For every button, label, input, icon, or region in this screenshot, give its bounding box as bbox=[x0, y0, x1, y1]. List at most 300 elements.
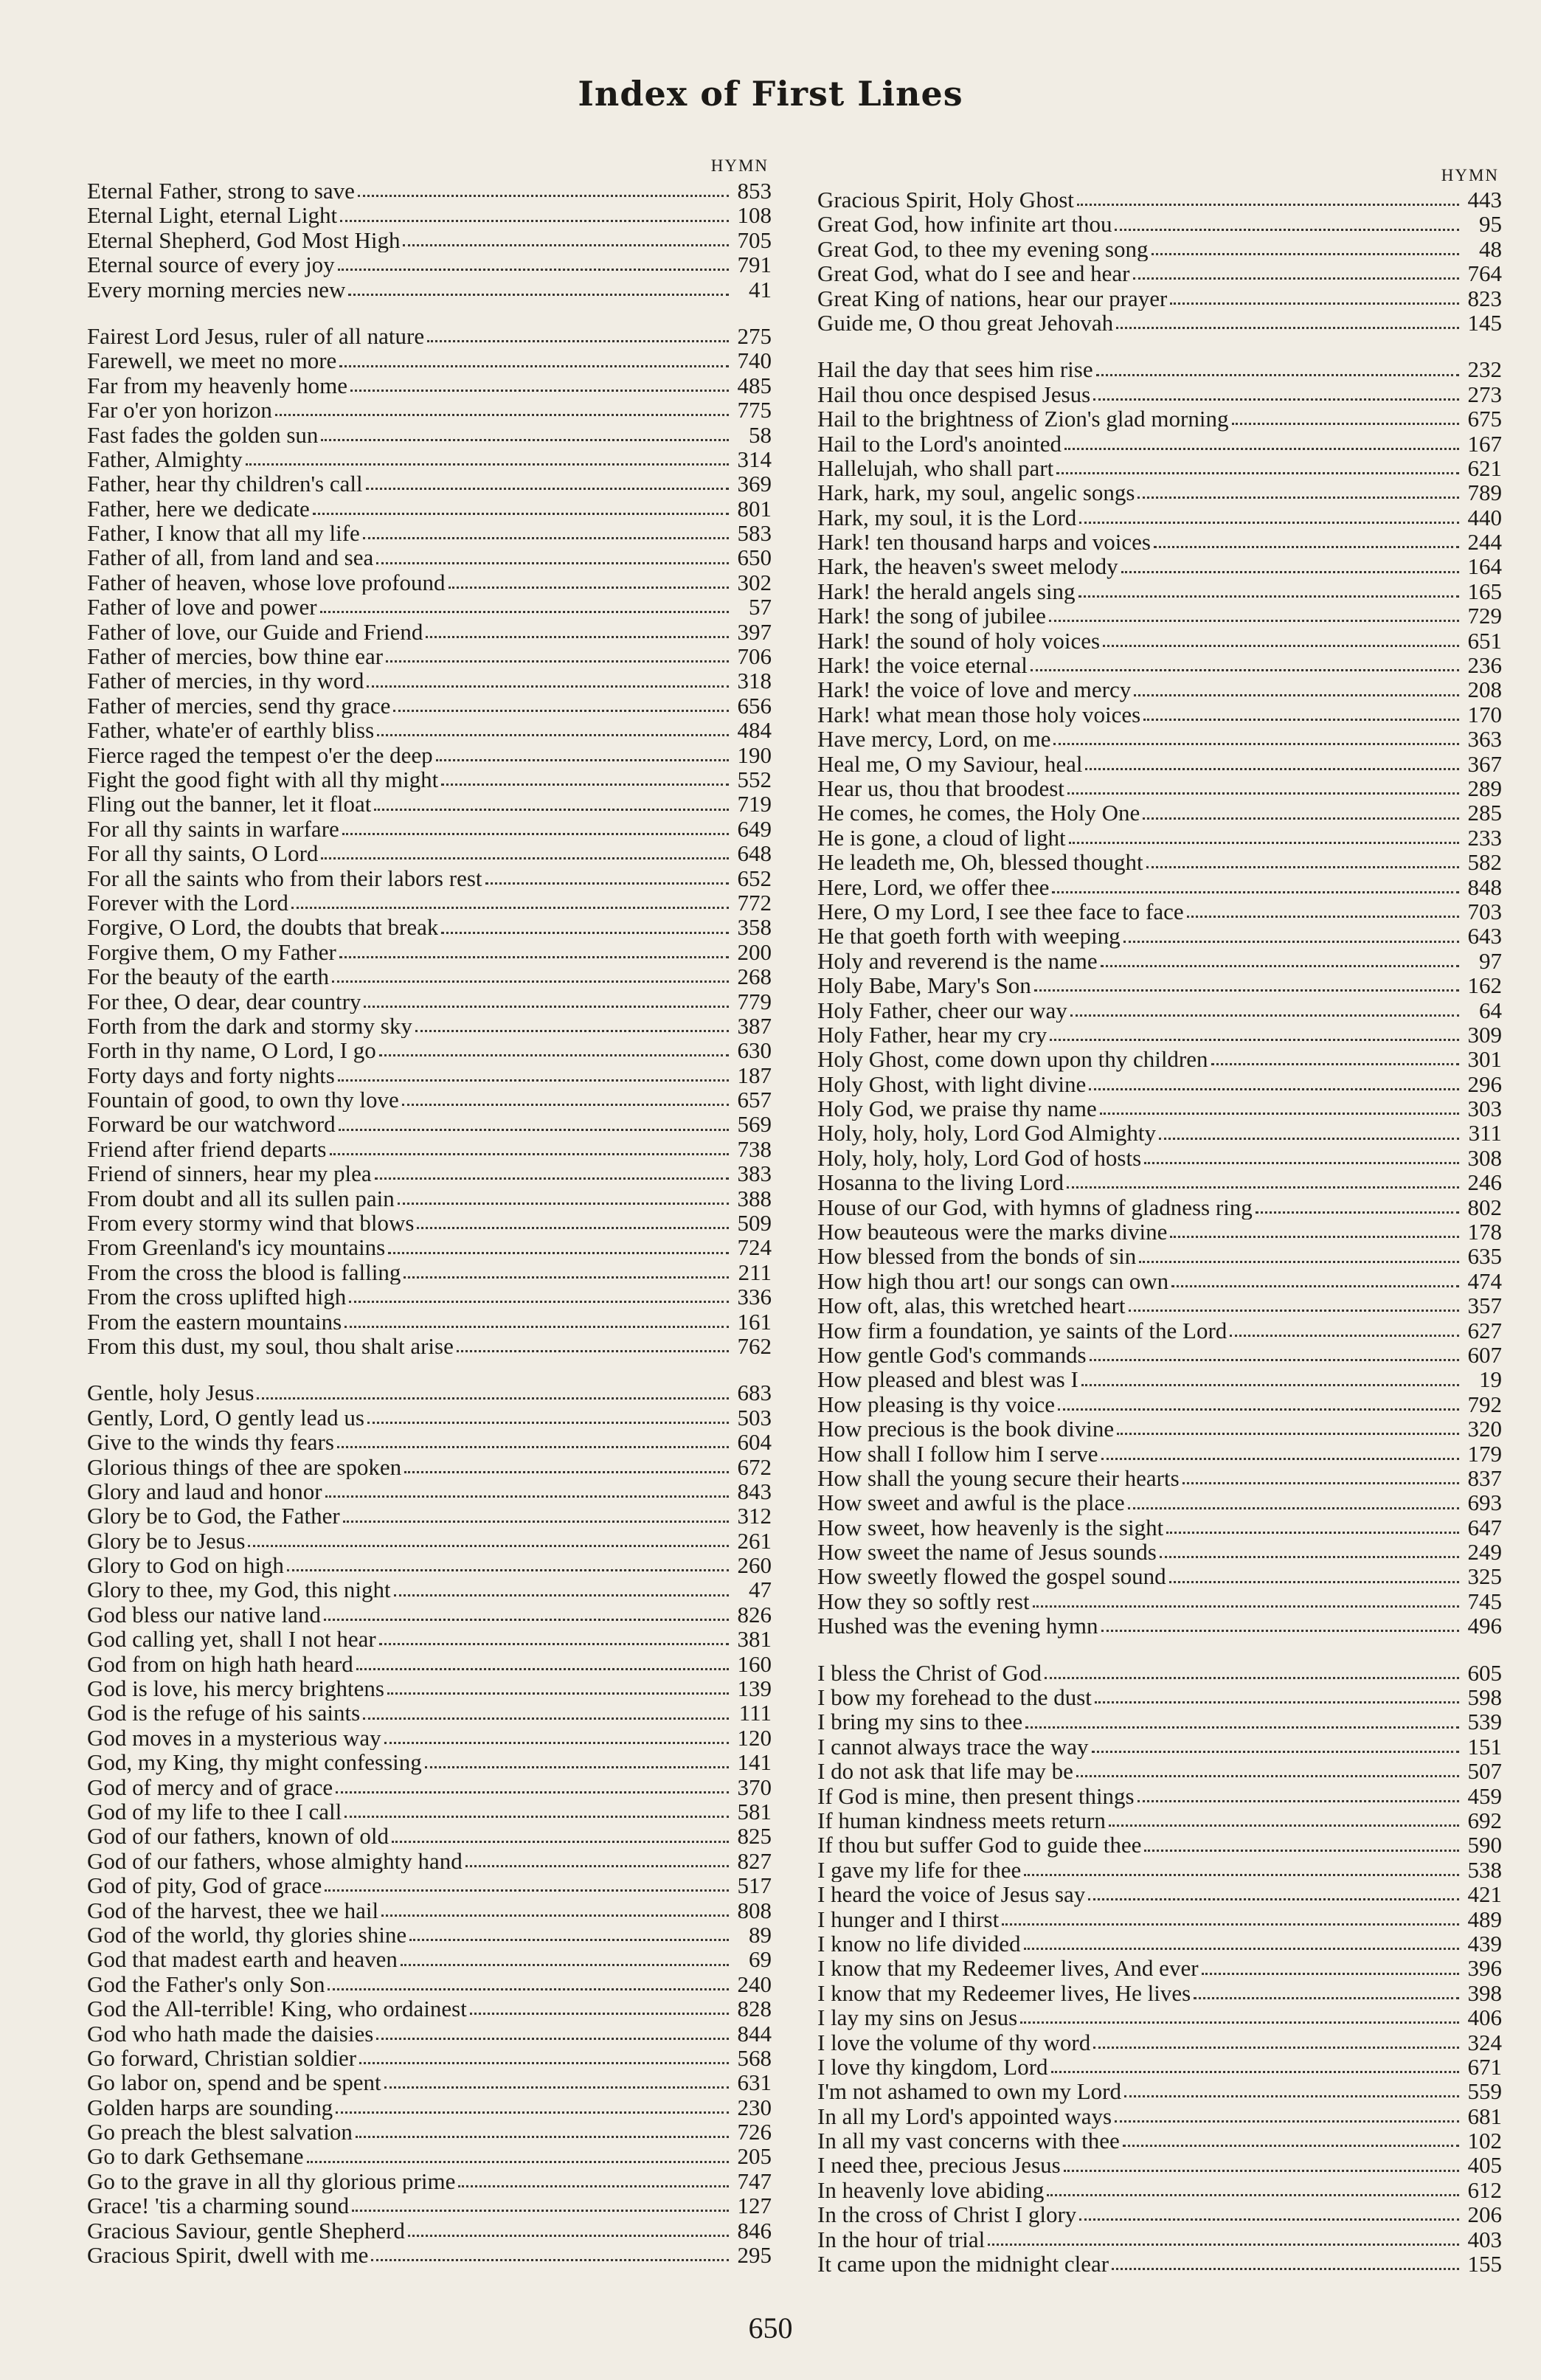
page-title: Index of First Lines bbox=[578, 74, 963, 114]
hymn-number: 190 bbox=[737, 741, 772, 768]
hymn-number: 48 bbox=[1479, 235, 1502, 262]
hymn-number: 612 bbox=[1467, 2176, 1502, 2203]
hymn-number: 568 bbox=[737, 2044, 772, 2071]
hymn-number: 827 bbox=[737, 1847, 772, 1874]
dot-leader bbox=[427, 340, 729, 342]
dot-leader bbox=[1051, 2071, 1459, 2073]
hymn-number: 706 bbox=[737, 643, 772, 670]
first-line: God of our fathers, whose almighty hand bbox=[87, 1848, 463, 1874]
first-line: Fierce raged the tempest o'er the deep bbox=[87, 742, 433, 767]
dot-leader bbox=[363, 537, 729, 539]
index-entry bbox=[817, 1589, 1502, 1613]
index-entry bbox=[87, 890, 772, 915]
hymn-number: 538 bbox=[1467, 1856, 1502, 1883]
index-entry bbox=[817, 2055, 1502, 2079]
hymn-number: 370 bbox=[737, 1774, 772, 1800]
hymn-number: 683 bbox=[737, 1380, 772, 1406]
hymn-number: 740 bbox=[737, 347, 772, 374]
dot-leader bbox=[332, 980, 729, 983]
hymn-number: 837 bbox=[1467, 1464, 1502, 1491]
entry-group bbox=[87, 179, 772, 302]
first-line: From doubt and all its sullen pain bbox=[87, 1186, 395, 1211]
hymn-column-header: HYMN bbox=[1441, 166, 1499, 184]
index-entry bbox=[817, 1685, 1502, 1709]
hymn-number: 792 bbox=[1467, 1391, 1502, 1417]
dot-leader bbox=[1025, 1726, 1459, 1729]
dot-leader bbox=[417, 1227, 729, 1229]
first-line: Friend after friend departs bbox=[87, 1136, 327, 1162]
index-entry bbox=[87, 668, 772, 693]
dot-leader bbox=[1050, 1039, 1459, 1041]
hymn-number: 729 bbox=[1467, 603, 1502, 629]
first-line: Here, Lord, we offer thee bbox=[817, 874, 1050, 899]
first-line: Fountain of good, to own thy love bbox=[87, 1087, 399, 1113]
index-entry bbox=[87, 1996, 772, 2021]
hymn-number: 205 bbox=[737, 2143, 772, 2170]
dot-leader bbox=[449, 587, 729, 589]
dot-leader bbox=[1058, 1408, 1459, 1411]
index-entry bbox=[87, 1380, 772, 1405]
index-column-left bbox=[87, 153, 772, 2289]
index-column-right bbox=[817, 153, 1502, 2298]
first-line: Father of mercies, bow thine ear bbox=[87, 644, 384, 669]
first-line: God is the refuge of his saints bbox=[87, 1701, 361, 1726]
hymn-number: 559 bbox=[1467, 2078, 1502, 2105]
entry-group bbox=[87, 324, 772, 1358]
dot-leader bbox=[375, 1177, 729, 1180]
hymn-number: 724 bbox=[737, 1234, 772, 1261]
index-entry bbox=[817, 357, 1502, 381]
index-entry bbox=[87, 1087, 772, 1112]
hymn-number: 474 bbox=[1467, 1267, 1502, 1294]
index-entry bbox=[87, 718, 772, 742]
dot-leader bbox=[291, 907, 729, 909]
hymn-number: 285 bbox=[1467, 800, 1502, 826]
hymn-number: 296 bbox=[1467, 1070, 1502, 1097]
entry-groups bbox=[817, 187, 1502, 2276]
index-entry bbox=[817, 1343, 1502, 1367]
first-line: It came upon the midnight clear bbox=[817, 2252, 1109, 2277]
dot-leader bbox=[1137, 497, 1459, 499]
first-line: Glory to God on high bbox=[87, 1553, 284, 1578]
first-line: How pleasing is thy voice bbox=[817, 1391, 1056, 1417]
index-entry bbox=[87, 841, 772, 865]
first-line: Go preach the blest salvation bbox=[87, 2120, 353, 2145]
hymn-number: 179 bbox=[1467, 1440, 1502, 1467]
hymn-number: 607 bbox=[1467, 1341, 1502, 1368]
index-entry bbox=[87, 545, 772, 570]
dot-leader bbox=[377, 734, 729, 736]
hymn-number: 301 bbox=[1467, 1046, 1502, 1073]
hymn-number: 233 bbox=[1467, 824, 1502, 851]
dot-leader bbox=[401, 1964, 729, 1966]
hymn-number: 681 bbox=[1467, 2103, 1502, 2129]
hymn-number: 120 bbox=[737, 1724, 772, 1751]
hymn-number: 57 bbox=[749, 594, 772, 620]
first-line: Holy, holy, holy, Lord God of hosts bbox=[817, 1145, 1142, 1171]
dot-leader bbox=[1146, 866, 1459, 868]
index-entry bbox=[87, 620, 772, 644]
first-line: Far from my heavenly home bbox=[87, 373, 347, 398]
hymn-number: 671 bbox=[1467, 2053, 1502, 2080]
index-entry bbox=[817, 382, 1502, 407]
index-entry bbox=[87, 989, 772, 1014]
index-entry bbox=[87, 1137, 772, 1161]
hymn-number: 208 bbox=[1467, 677, 1502, 703]
index-entry bbox=[87, 1334, 772, 1358]
dot-leader bbox=[1123, 2145, 1459, 2147]
dot-leader bbox=[379, 1643, 729, 1645]
hymn-number: 358 bbox=[737, 914, 772, 941]
hymn-number: 170 bbox=[1467, 701, 1502, 727]
hymn-number: 598 bbox=[1467, 1684, 1502, 1711]
dot-leader bbox=[1182, 1482, 1459, 1484]
dot-leader bbox=[1078, 595, 1460, 598]
hymn-number: 139 bbox=[737, 1675, 772, 1702]
index-entry bbox=[817, 998, 1502, 1023]
first-line: Hail the day that sees him rise bbox=[817, 357, 1093, 382]
hymn-number: 439 bbox=[1467, 1930, 1502, 1957]
hymn-number: 846 bbox=[737, 2217, 772, 2244]
hymn-number: 764 bbox=[1467, 260, 1502, 287]
dot-leader bbox=[320, 611, 729, 613]
index-entry bbox=[87, 1676, 772, 1701]
dot-leader bbox=[1116, 327, 1459, 329]
index-entry bbox=[87, 1701, 772, 1725]
first-line: If human kindness meets return bbox=[817, 1808, 1106, 1833]
hymn-number: 656 bbox=[737, 692, 772, 719]
hymn-number: 302 bbox=[737, 569, 772, 595]
dot-leader bbox=[1101, 1630, 1459, 1632]
hymn-number: 261 bbox=[737, 1527, 772, 1554]
hymn-number: 396 bbox=[1467, 1955, 1502, 1982]
dot-leader bbox=[386, 660, 729, 663]
dot-leader bbox=[337, 1446, 729, 1448]
hymn-number: 246 bbox=[1467, 1169, 1502, 1196]
index-entry bbox=[87, 644, 772, 668]
first-line: He comes, he comes, the Holy One bbox=[817, 800, 1140, 826]
hymn-number: 581 bbox=[737, 1799, 772, 1824]
hymn-number: 705 bbox=[737, 226, 772, 253]
hymn-number: 621 bbox=[1467, 454, 1502, 481]
hymn-number: 381 bbox=[737, 1626, 772, 1653]
first-line: Father, Almighty bbox=[87, 446, 243, 472]
first-line: God who hath made the daisies bbox=[87, 2021, 374, 2046]
hymn-number: 509 bbox=[737, 1210, 772, 1236]
index-entry bbox=[87, 1947, 772, 1971]
dot-leader bbox=[338, 1079, 729, 1082]
hymn-number: 398 bbox=[1467, 1979, 1502, 2006]
first-line: God calling yet, shall I not hear bbox=[87, 1627, 376, 1652]
first-line: How precious is the book divine bbox=[817, 1416, 1115, 1442]
dot-leader bbox=[1077, 204, 1459, 206]
hymn-number: 825 bbox=[737, 1823, 772, 1850]
index-entry bbox=[817, 1293, 1502, 1318]
index-entry bbox=[817, 1784, 1502, 1808]
first-line: Glorious things of thee are spoken bbox=[87, 1454, 402, 1479]
dot-leader bbox=[325, 1889, 729, 1892]
dot-leader bbox=[441, 783, 729, 786]
hymn-number: 102 bbox=[1467, 2128, 1502, 2154]
index-entry bbox=[87, 1479, 772, 1504]
first-line: Hail to the Lord's anointed bbox=[817, 431, 1062, 456]
page-number: 650 bbox=[748, 2311, 793, 2345]
dot-leader bbox=[371, 2259, 729, 2261]
index-entry bbox=[817, 899, 1502, 924]
dot-leader bbox=[392, 1841, 729, 1843]
hymn-number: 823 bbox=[1467, 285, 1502, 311]
hymn-number: 336 bbox=[737, 1284, 772, 1310]
dot-leader bbox=[408, 2235, 729, 2237]
hymn-number: 324 bbox=[1467, 2029, 1502, 2055]
dot-leader bbox=[1089, 1088, 1459, 1090]
entry-group bbox=[87, 1380, 772, 2267]
hymn-number: 19 bbox=[1479, 1366, 1502, 1393]
dot-leader bbox=[1095, 1701, 1459, 1703]
dot-leader bbox=[1079, 522, 1459, 524]
dot-leader bbox=[1139, 1261, 1459, 1263]
first-line: Eternal Light, eternal Light bbox=[87, 203, 338, 228]
dot-leader bbox=[458, 2185, 729, 2187]
first-line: I lay my sins on Jesus bbox=[817, 2005, 1018, 2030]
first-line: If God is mine, then present things bbox=[817, 1783, 1135, 1809]
index-entry bbox=[87, 1284, 772, 1309]
first-line: Forward be our watchword bbox=[87, 1112, 336, 1137]
hymn-number: 635 bbox=[1467, 1243, 1502, 1270]
index-entry bbox=[87, 1186, 772, 1211]
first-line: Forever with the Lord bbox=[87, 890, 288, 916]
index-entry bbox=[817, 212, 1502, 236]
index-entry bbox=[817, 1613, 1502, 1638]
index-entry bbox=[87, 2070, 772, 2094]
hymn-number: 672 bbox=[737, 1453, 772, 1480]
index-entry bbox=[87, 1260, 772, 1284]
first-line: Hosanna to the living Lord bbox=[817, 1170, 1064, 1195]
hymn-number: 652 bbox=[737, 865, 772, 891]
hymn-number: 643 bbox=[1467, 923, 1502, 949]
index-entry bbox=[817, 237, 1502, 261]
dot-leader bbox=[1152, 253, 1459, 255]
index-entry bbox=[87, 203, 772, 227]
index-entry bbox=[87, 398, 772, 422]
dot-leader bbox=[348, 294, 729, 296]
first-line: From every stormy wind that blows bbox=[87, 1211, 415, 1236]
dot-leader bbox=[1088, 1898, 1459, 1900]
dot-leader bbox=[1171, 1285, 1459, 1287]
hymn-number: 161 bbox=[737, 1308, 772, 1335]
first-line: Eternal Shepherd, God Most High bbox=[87, 227, 401, 253]
index-entry bbox=[817, 1220, 1502, 1244]
dot-leader bbox=[1053, 743, 1459, 745]
first-line: How they so softly rest bbox=[817, 1588, 1030, 1614]
dot-leader bbox=[465, 1865, 729, 1867]
hymn-number: 318 bbox=[737, 668, 772, 694]
index-entry bbox=[87, 2243, 772, 2267]
first-line: Hark! the sound of holy voices bbox=[817, 628, 1101, 654]
index-entry bbox=[817, 286, 1502, 311]
hymn-number: 630 bbox=[737, 1037, 772, 1064]
index-entry bbox=[87, 1553, 772, 1577]
dot-leader bbox=[339, 365, 729, 367]
first-line: For all thy saints, O Lord bbox=[87, 841, 319, 866]
first-line: How gentle God's commands bbox=[817, 1342, 1087, 1368]
index-entry bbox=[87, 324, 772, 348]
index-entry bbox=[817, 1244, 1502, 1268]
index-entry bbox=[87, 1014, 772, 1038]
index-entry bbox=[817, 1734, 1502, 1759]
dot-leader bbox=[470, 2013, 729, 2015]
first-line: Great King of nations, hear our prayer bbox=[817, 286, 1168, 311]
hymn-number: 539 bbox=[1467, 1709, 1502, 1735]
hymn-number: 367 bbox=[1467, 750, 1502, 777]
hymn-number: 651 bbox=[1467, 627, 1502, 654]
index-entry bbox=[817, 311, 1502, 335]
hymn-number: 421 bbox=[1467, 1881, 1502, 1908]
dot-leader bbox=[324, 1619, 729, 1621]
dot-leader bbox=[343, 1521, 729, 1523]
dot-leader bbox=[384, 1742, 729, 1744]
index-entry bbox=[817, 1490, 1502, 1515]
index-entry bbox=[817, 2005, 1502, 2030]
entry-group bbox=[817, 1661, 1502, 2277]
first-line: Father of love, our Guide and Friend bbox=[87, 619, 423, 645]
index-entry bbox=[817, 603, 1502, 628]
index-entry bbox=[87, 1504, 772, 1528]
dot-leader bbox=[1166, 1532, 1459, 1534]
index-entry bbox=[817, 1318, 1502, 1343]
first-line: For the beauty of the earth bbox=[87, 964, 329, 989]
index-entry bbox=[87, 792, 772, 816]
index-entry bbox=[817, 653, 1502, 677]
first-line: I know no life divided bbox=[817, 1931, 1021, 1957]
first-line: I do not ask that life may be bbox=[817, 1759, 1073, 1784]
first-line: God, my King, thy might confessing bbox=[87, 1750, 422, 1775]
hymn-number: 151 bbox=[1467, 1733, 1502, 1760]
dot-leader bbox=[321, 439, 729, 441]
hymn-number: 155 bbox=[1467, 2251, 1502, 2277]
first-line: Forth in thy name, O Lord, I go bbox=[87, 1038, 376, 1063]
dot-leader bbox=[1033, 1605, 1459, 1608]
hymn-number: 657 bbox=[737, 1087, 772, 1113]
hymn-number: 249 bbox=[1467, 1539, 1502, 1566]
index-entry bbox=[817, 2178, 1502, 2202]
first-line: God of our fathers, known of old bbox=[87, 1824, 389, 1849]
first-line: Holy Ghost, with light divine bbox=[817, 1071, 1087, 1097]
first-line: From Greenland's icy mountains bbox=[87, 1235, 386, 1260]
first-line: Every morning mercies new bbox=[87, 277, 346, 302]
index-entry bbox=[87, 1063, 772, 1087]
index-entry bbox=[817, 727, 1502, 751]
index-entry bbox=[817, 1392, 1502, 1416]
first-line: Fight the good fight with all thy might bbox=[87, 767, 439, 792]
hymn-number: 828 bbox=[737, 1996, 772, 2022]
index-entry bbox=[87, 2120, 772, 2144]
dot-leader bbox=[358, 195, 729, 197]
dot-leader bbox=[1070, 1014, 1459, 1017]
dot-leader bbox=[339, 956, 729, 958]
hymn-number: 178 bbox=[1467, 1219, 1502, 1245]
first-line: Glory to thee, my God, this night bbox=[87, 1577, 391, 1602]
first-line: Gracious Spirit, dwell with me bbox=[87, 2243, 369, 2268]
dot-leader bbox=[1123, 941, 1459, 943]
index-entry bbox=[87, 1455, 772, 1479]
index-entry bbox=[87, 1824, 772, 1848]
dot-leader bbox=[403, 244, 729, 246]
first-line: From the cross the blood is falling bbox=[87, 1259, 401, 1285]
dot-leader bbox=[1169, 1581, 1459, 1583]
index-entry bbox=[87, 2095, 772, 2120]
dot-leader bbox=[352, 2210, 729, 2212]
first-line: How pleased and blest was I bbox=[817, 1367, 1078, 1392]
dot-leader bbox=[1144, 1162, 1459, 1164]
first-line: I cannot always trace the way bbox=[817, 1734, 1089, 1760]
index-entry bbox=[87, 2021, 772, 2046]
dot-leader bbox=[359, 2062, 729, 2064]
first-line: Friend of sinners, hear my plea bbox=[87, 1161, 372, 1186]
dot-leader bbox=[1067, 1186, 1459, 1189]
index-entry bbox=[817, 1416, 1502, 1441]
first-line: Gently, Lord, O gently lead us bbox=[87, 1405, 364, 1431]
index-entry bbox=[817, 1047, 1502, 1071]
first-line: Father, whate'er of earthly bliss bbox=[87, 718, 375, 743]
index-entry bbox=[817, 2079, 1502, 2103]
dot-leader bbox=[1134, 694, 1459, 696]
dot-leader bbox=[376, 2038, 729, 2040]
dot-leader bbox=[356, 2136, 729, 2138]
first-line: I'm not ashamed to own my Lord bbox=[817, 2079, 1121, 2104]
hymn-number: 167 bbox=[1467, 430, 1502, 457]
hymn-number: 583 bbox=[737, 520, 772, 547]
first-line: Forgive, O Lord, the doubts that break bbox=[87, 915, 439, 940]
dot-leader bbox=[1024, 1874, 1459, 1876]
hymn-number: 388 bbox=[737, 1185, 772, 1211]
first-line: Holy Ghost, come down upon thy children bbox=[817, 1047, 1208, 1072]
dot-leader bbox=[1159, 1138, 1459, 1140]
dot-leader bbox=[404, 1471, 729, 1473]
first-line: God the Father's only Son bbox=[87, 1971, 325, 1997]
index-entry bbox=[817, 1072, 1502, 1096]
index-entry bbox=[87, 1211, 772, 1235]
first-line: Father, I know that all my life bbox=[87, 521, 360, 546]
first-line: God bless our native land bbox=[87, 1602, 321, 1627]
dot-leader bbox=[457, 1350, 729, 1352]
first-line: Go to the grave in all thy glorious prime bbox=[87, 2168, 456, 2194]
index-entry bbox=[87, 1775, 772, 1799]
hymn-number: 211 bbox=[738, 1259, 772, 1285]
dot-leader bbox=[1121, 571, 1459, 573]
dot-leader bbox=[1085, 768, 1459, 770]
first-line: Great God, to thee my evening song bbox=[817, 236, 1149, 262]
dot-leader bbox=[1031, 669, 1459, 671]
hymn-number: 762 bbox=[737, 1332, 772, 1359]
first-line: Fast fades the golden sun bbox=[87, 422, 319, 447]
hymn-number: 64 bbox=[1479, 997, 1502, 1023]
hymn-number: 826 bbox=[737, 1601, 772, 1627]
dot-leader bbox=[1124, 2095, 1459, 2097]
dot-leader bbox=[1076, 1775, 1459, 1777]
hymn-number: 268 bbox=[737, 964, 772, 990]
hymn-number: 320 bbox=[1467, 1416, 1502, 1442]
first-line: Father of all, from land and sea bbox=[87, 545, 374, 570]
index-entry bbox=[87, 179, 772, 203]
dot-leader bbox=[1117, 1433, 1459, 1435]
index-entry bbox=[817, 480, 1502, 505]
first-line: Hark! the voice eternal bbox=[817, 653, 1028, 678]
hymn-number: 848 bbox=[1467, 874, 1502, 900]
dot-leader bbox=[363, 1717, 729, 1720]
dot-leader bbox=[374, 809, 729, 811]
first-line: How shall I follow him I serve bbox=[817, 1441, 1098, 1466]
